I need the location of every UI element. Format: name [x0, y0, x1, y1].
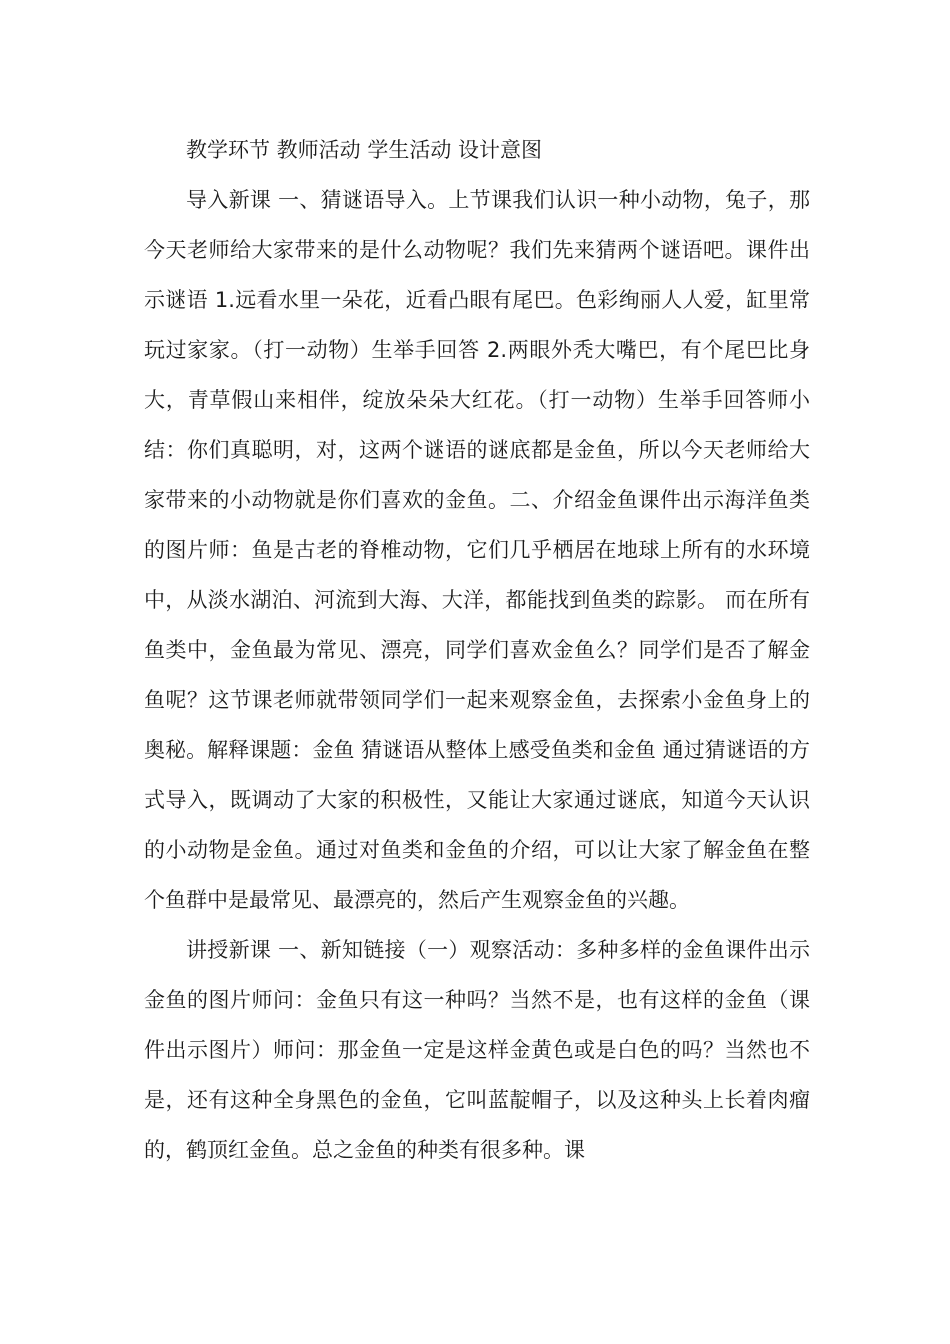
document-body: [144, 125, 810, 1175]
lecture-section-paragraph: 讲授新课 一、新知链接（一）观察活动：多种多样的金鱼课件出示金鱼的图片师问：金鱼只有这一种吗？当然不是，也有这样的金鱼（课件出示图片）师问：那金鱼一定是这样金黄色或是白色的吗？当然也不是，还有这种全身黑色的金鱼，它叫蓝靛帽子，以及这种头上长着肉瘤的，鹤顶红金鱼。总之金鱼的种类有很多种。课: [144, 938, 810, 1162]
table-header-paragraph: 教学环节 教师活动 学生活动 设计意图: [186, 138, 543, 162]
intro-section-paragraph: 导入新课 一、猜谜语导入。上节课我们认识一种小动物，兔子，那今天老师给大家带来的是什么动物呢？我们先来猜两个谜语吧。课件出示谜语 1.远看水里一朵花，近看凸眼有尾巴。色彩绚丽人人爱，缸里常玩过家家。（打一动物）生举手回答 2.两眼外秃大嘴巴，有个尾巴比身大，青草假山来相伴，绽放朵朵大红花。（打一动物）生举手回答师小结：你们真聪明，对，这两个谜语的谜底都是金鱼，所以今天老师给大家带来的小动物就是你们喜欢的金鱼。二、介绍金鱼课件出示海洋鱼类的图片师：鱼是古老的脊椎动物，它们几乎栖居在地球上所有的水环境中，从淡水湖泊、河流到大海、大洋，都能找到鱼类的踪影。 而在所有鱼类中，金鱼最为常见、漂亮，同学们喜欢金鱼么？同学们是否了解金鱼呢？这节课老师就带领同学们一起来观察金鱼，去探索小金鱼身上的奥秘。解释课题：金鱼 猜谜语从整体上感受鱼类和金鱼 通过猜谜语的方式导入，既调动了大家的积极性，又能让大家通过谜底，知道今天认识的小动物是金鱼。通过对鱼类和金鱼的介绍，可以让大家了解金鱼在整个鱼群中是最常见、最漂亮的，然后产生观察金鱼的兴趣。: [144, 188, 810, 912]
